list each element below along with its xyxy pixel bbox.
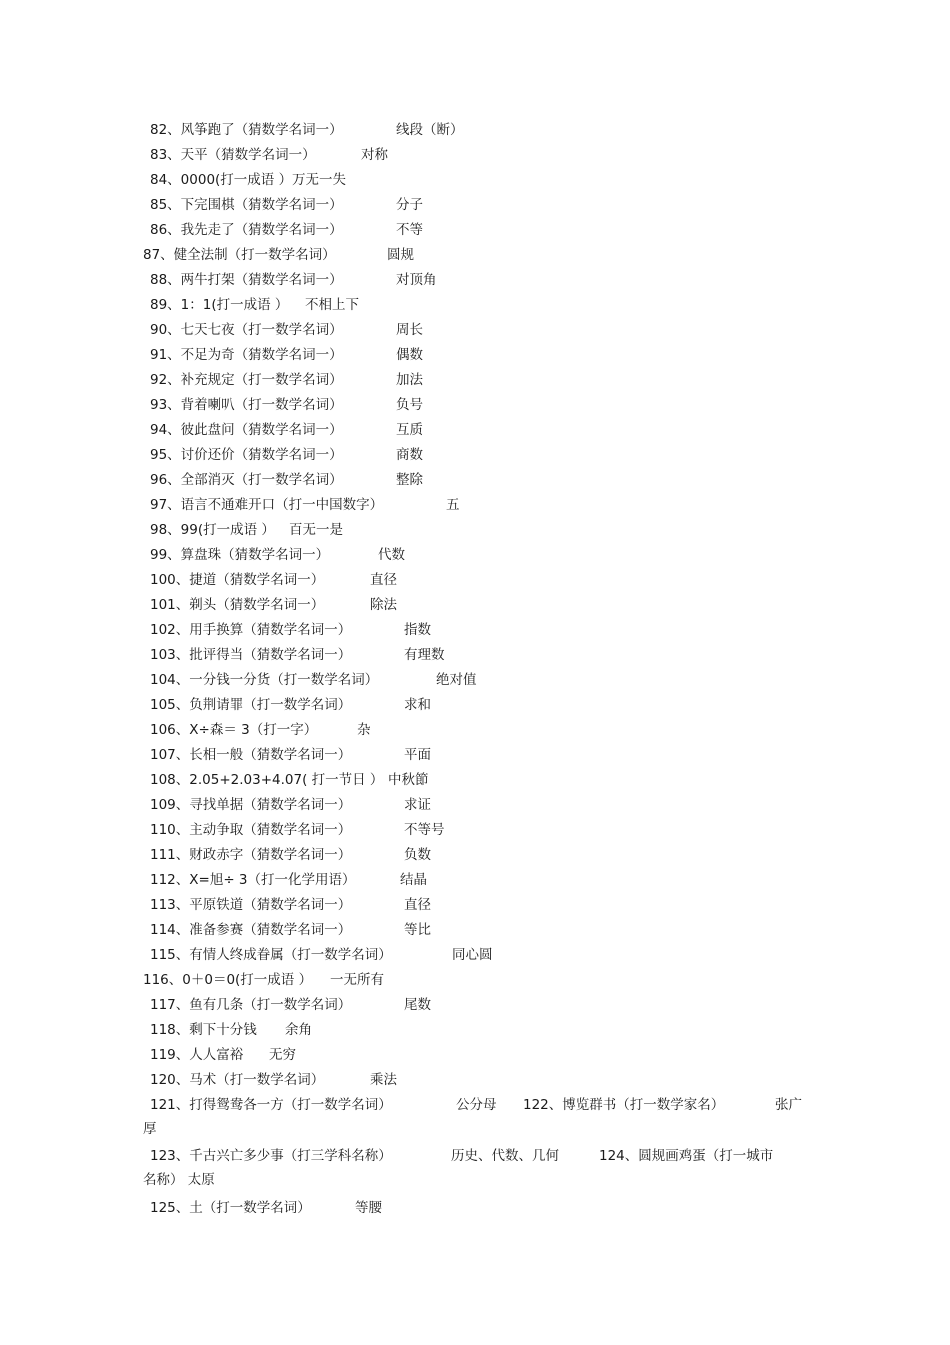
list-item xyxy=(0,368,950,393)
riddle-answer: 代数 xyxy=(378,547,405,563)
riddle-question: 115、有情人终成眷属（打一数学名词） xyxy=(150,947,392,963)
riddle-question: 122、博览群书（打一数学家名） xyxy=(523,1097,725,1113)
riddle-question: 110、主动争取（猜数学名词一） xyxy=(150,822,352,838)
list-item xyxy=(0,943,950,968)
riddle-answer: 无穷 xyxy=(269,1047,296,1063)
riddle-question: 117、鱼有几条（打一数学名词） xyxy=(150,997,352,1013)
riddle-answer: 偶数 xyxy=(396,347,423,363)
riddle-answer: 求证 xyxy=(404,797,431,813)
riddle-question: 124、圆规画鸡蛋（打一城市 xyxy=(599,1148,774,1164)
list-item xyxy=(0,668,950,693)
riddle-answer: 对顶角 xyxy=(396,272,437,288)
list-item xyxy=(0,1068,950,1093)
riddle-question: 114、准备参赛（猜数学名词一） xyxy=(150,922,352,938)
riddle-answer: 加法 xyxy=(396,372,423,388)
list-item xyxy=(0,593,950,618)
list-item xyxy=(0,568,950,593)
riddle-answer: 圆规 xyxy=(387,247,414,263)
list-item xyxy=(0,543,950,568)
riddle-answer: 不相上下 xyxy=(305,297,359,313)
riddle-answer: 商数 xyxy=(396,447,423,463)
list-item xyxy=(0,743,950,768)
riddle-question: 118、剩下十分钱 xyxy=(150,1022,257,1038)
riddle-question: 96、全部消灭（打一数学名词） xyxy=(150,472,343,488)
list-item xyxy=(0,343,950,368)
riddle-answer: 一无所有 xyxy=(330,972,384,988)
riddle-question: 91、不足为奇（猜数学名词一） xyxy=(150,347,343,363)
riddle-question: 101、剃头（猜数学名词一） xyxy=(150,597,325,613)
riddle-answer: 互质 xyxy=(396,422,423,438)
riddle-answer: 指数 xyxy=(404,622,431,638)
riddle-answer: 除法 xyxy=(370,597,397,613)
riddle-question: 83、天平（猜数学名词一） xyxy=(150,147,316,163)
list-item xyxy=(0,843,950,868)
riddle-question: 104、一分钱一分货（打一数学名词） xyxy=(150,672,379,688)
riddle-list xyxy=(0,118,950,1221)
list-item xyxy=(0,918,950,943)
riddle-answer: 直径 xyxy=(404,897,431,913)
riddle-answer: 直径 xyxy=(370,572,397,588)
riddle-question: 99、算盘珠（猜数学名词一） xyxy=(150,547,330,563)
riddle-question: 94、彼此盘问（猜数学名词一） xyxy=(150,422,343,438)
riddle-question: 93、背着喇叭（打一数学名词） xyxy=(150,397,343,413)
riddle-question: 108、2.05+2.03+4.07( 打一节日 ） xyxy=(150,772,384,788)
riddle-question: 84、0000(打一成语 ） xyxy=(150,172,293,188)
list-item xyxy=(0,893,950,918)
wrapped-riddle-row xyxy=(0,1144,950,1195)
list-item xyxy=(0,468,950,493)
riddle-answer: 杂 xyxy=(357,722,371,738)
riddle-answer: 公分母 xyxy=(456,1097,497,1113)
list-item xyxy=(0,993,950,1018)
riddle-answer: 线段（断） xyxy=(396,122,464,138)
riddle-answer: 乘法 xyxy=(370,1072,397,1088)
list-item xyxy=(0,168,950,193)
riddle-answer: 负数 xyxy=(404,847,431,863)
riddle-question: 86、我先走了（猜数学名词一） xyxy=(150,222,343,238)
list-item xyxy=(0,868,950,893)
riddle-question: 98、99(打一成语 ） xyxy=(150,522,275,538)
riddle-answer: 万无一失 xyxy=(292,172,346,188)
riddle-question: 112、X=旭÷ 3（打一化学用语） xyxy=(150,872,356,888)
riddle-answer: 百无一是 xyxy=(289,522,343,538)
riddle-question: 102、用手换算（猜数学名词一） xyxy=(150,622,352,638)
list-item xyxy=(0,693,950,718)
list-item xyxy=(0,1196,950,1221)
riddle-question: 90、七天七夜（打一数学名词） xyxy=(150,322,343,338)
riddle-continuation: 厚 xyxy=(143,1121,157,1137)
riddle-answer: 有理数 xyxy=(404,647,445,663)
riddle-question: 100、捷道（猜数学名词一） xyxy=(150,572,325,588)
list-item xyxy=(0,768,950,793)
riddle-question: 125、土（打一数学名词） xyxy=(150,1200,311,1216)
list-item xyxy=(0,293,950,318)
riddle-question: 123、千古兴亡多少事（打三学科名称） xyxy=(150,1148,392,1164)
riddle-question: 113、平原铁道（猜数学名词一） xyxy=(150,897,352,913)
list-item xyxy=(0,418,950,443)
riddle-answer: 历史、代数、几何 xyxy=(451,1148,559,1164)
riddle-question: 120、马术（打一数学名词） xyxy=(150,1072,325,1088)
riddle-question: 103、批评得当（猜数学名词一） xyxy=(150,647,352,663)
riddle-question: 109、寻找单据（猜数学名词一） xyxy=(150,797,352,813)
riddle-answer: 不等 xyxy=(396,222,423,238)
riddle-question: 95、讨价还价（猜数学名词一） xyxy=(150,447,343,463)
list-item xyxy=(0,218,950,243)
riddle-question: 105、负荆请罪（打一数学名词） xyxy=(150,697,352,713)
riddle-continuation: 名称） 太原 xyxy=(143,1172,215,1188)
riddle-answer: 同心圆 xyxy=(452,947,493,963)
list-item xyxy=(0,493,950,518)
list-item xyxy=(0,318,950,343)
list-item xyxy=(0,793,950,818)
list-item xyxy=(0,268,950,293)
riddle-question: 88、两牛打架（猜数学名词一） xyxy=(150,272,343,288)
riddle-answer: 整除 xyxy=(396,472,423,488)
riddle-answer: 等腰 xyxy=(355,1200,382,1216)
riddle-question: 121、打得鸳鸯各一方（打一数学名词） xyxy=(150,1097,392,1113)
riddle-answer: 负号 xyxy=(396,397,423,413)
riddle-question: 92、补充规定（打一数学名词） xyxy=(150,372,343,388)
list-item xyxy=(0,393,950,418)
riddle-answer: 绝对值 xyxy=(436,672,477,688)
riddle-question: 97、语言不通难开口（打一中国数字） xyxy=(150,497,384,513)
riddle-answer: 等比 xyxy=(404,922,431,938)
list-item xyxy=(0,243,950,268)
list-item xyxy=(0,643,950,668)
riddle-answer: 周长 xyxy=(396,322,423,338)
list-item xyxy=(0,118,950,143)
riddle-answer: 尾数 xyxy=(404,997,431,1013)
list-item xyxy=(0,618,950,643)
wrapped-riddle-row xyxy=(0,1093,950,1144)
riddle-question: 111、财政赤字（猜数学名词一） xyxy=(150,847,352,863)
riddle-question: 85、下完围棋（猜数学名词一） xyxy=(150,197,343,213)
riddle-answer: 张广 xyxy=(775,1097,802,1113)
list-item xyxy=(0,968,950,993)
list-item xyxy=(0,818,950,843)
riddle-question: 87、健全法制（打一数学名词） xyxy=(143,247,336,263)
riddle-question: 116、0＋0＝0(打一成语 ） xyxy=(143,972,313,988)
list-item xyxy=(0,193,950,218)
riddle-answer: 分子 xyxy=(396,197,423,213)
riddle-question: 89、1：1(打一成语 ） xyxy=(150,297,289,313)
riddle-answer: 余角 xyxy=(285,1022,312,1038)
riddle-answer: 求和 xyxy=(404,697,431,713)
list-item xyxy=(0,1043,950,1068)
riddle-question: 106、X÷森＝ 3（打一字） xyxy=(150,722,318,738)
riddle-question: 107、长相一般（猜数学名词一） xyxy=(150,747,352,763)
riddle-answer: 结晶 xyxy=(400,872,427,888)
riddle-answer: 不等号 xyxy=(404,822,445,838)
riddle-question: 82、风筝跑了（猜数学名词一） xyxy=(150,122,343,138)
riddle-question: 119、人人富裕 xyxy=(150,1047,244,1063)
riddle-answer: 对称 xyxy=(361,147,388,163)
list-item xyxy=(0,143,950,168)
list-item xyxy=(0,518,950,543)
list-item xyxy=(0,443,950,468)
list-item xyxy=(0,1018,950,1043)
riddle-answer: 五 xyxy=(446,497,460,513)
list-item xyxy=(0,718,950,743)
riddle-answer: 平面 xyxy=(404,747,431,763)
riddle-answer: 中秋節 xyxy=(388,772,429,788)
